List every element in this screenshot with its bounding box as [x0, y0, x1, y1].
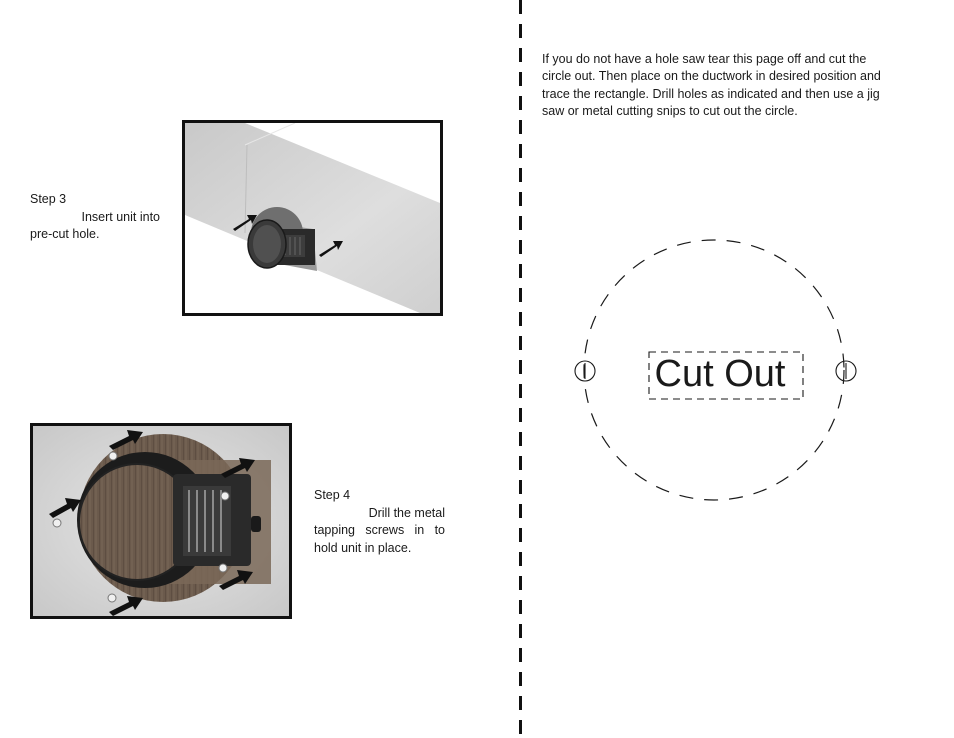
step-3-photo	[182, 120, 443, 316]
step-4-line-2: tapping screws in to	[314, 523, 445, 537]
step-3-line-2: pre-cut hole.	[30, 227, 100, 241]
cutout-template	[570, 232, 870, 510]
step-4-line-3: hold unit in place.	[314, 540, 412, 555]
drill-hole-right	[836, 361, 856, 381]
cutout-label: Cut Out	[654, 353, 786, 395]
step-3-text	[30, 191, 170, 244]
step-4-line-1: Drill the metal	[368, 505, 445, 520]
cutout-instructions: If you do not have a hole saw tear this page off and cut the circle out. Then place on the ductwork in desired position and trace the rectangle. Drill holes as indicated and then use a jig saw or metal cutting snips to cut out the circle.	[542, 52, 881, 118]
tear-line	[519, 0, 522, 738]
step-3-title: Step 3	[30, 192, 67, 206]
step-4-illustration	[33, 426, 289, 616]
step-3-line-1: Insert unit into	[81, 209, 160, 224]
drill-hole-left	[575, 361, 595, 381]
step-4-photo	[30, 423, 292, 619]
step-3-illustration	[185, 123, 440, 313]
step-4-text	[314, 487, 445, 557]
step-4-title: Step 4	[314, 488, 351, 502]
